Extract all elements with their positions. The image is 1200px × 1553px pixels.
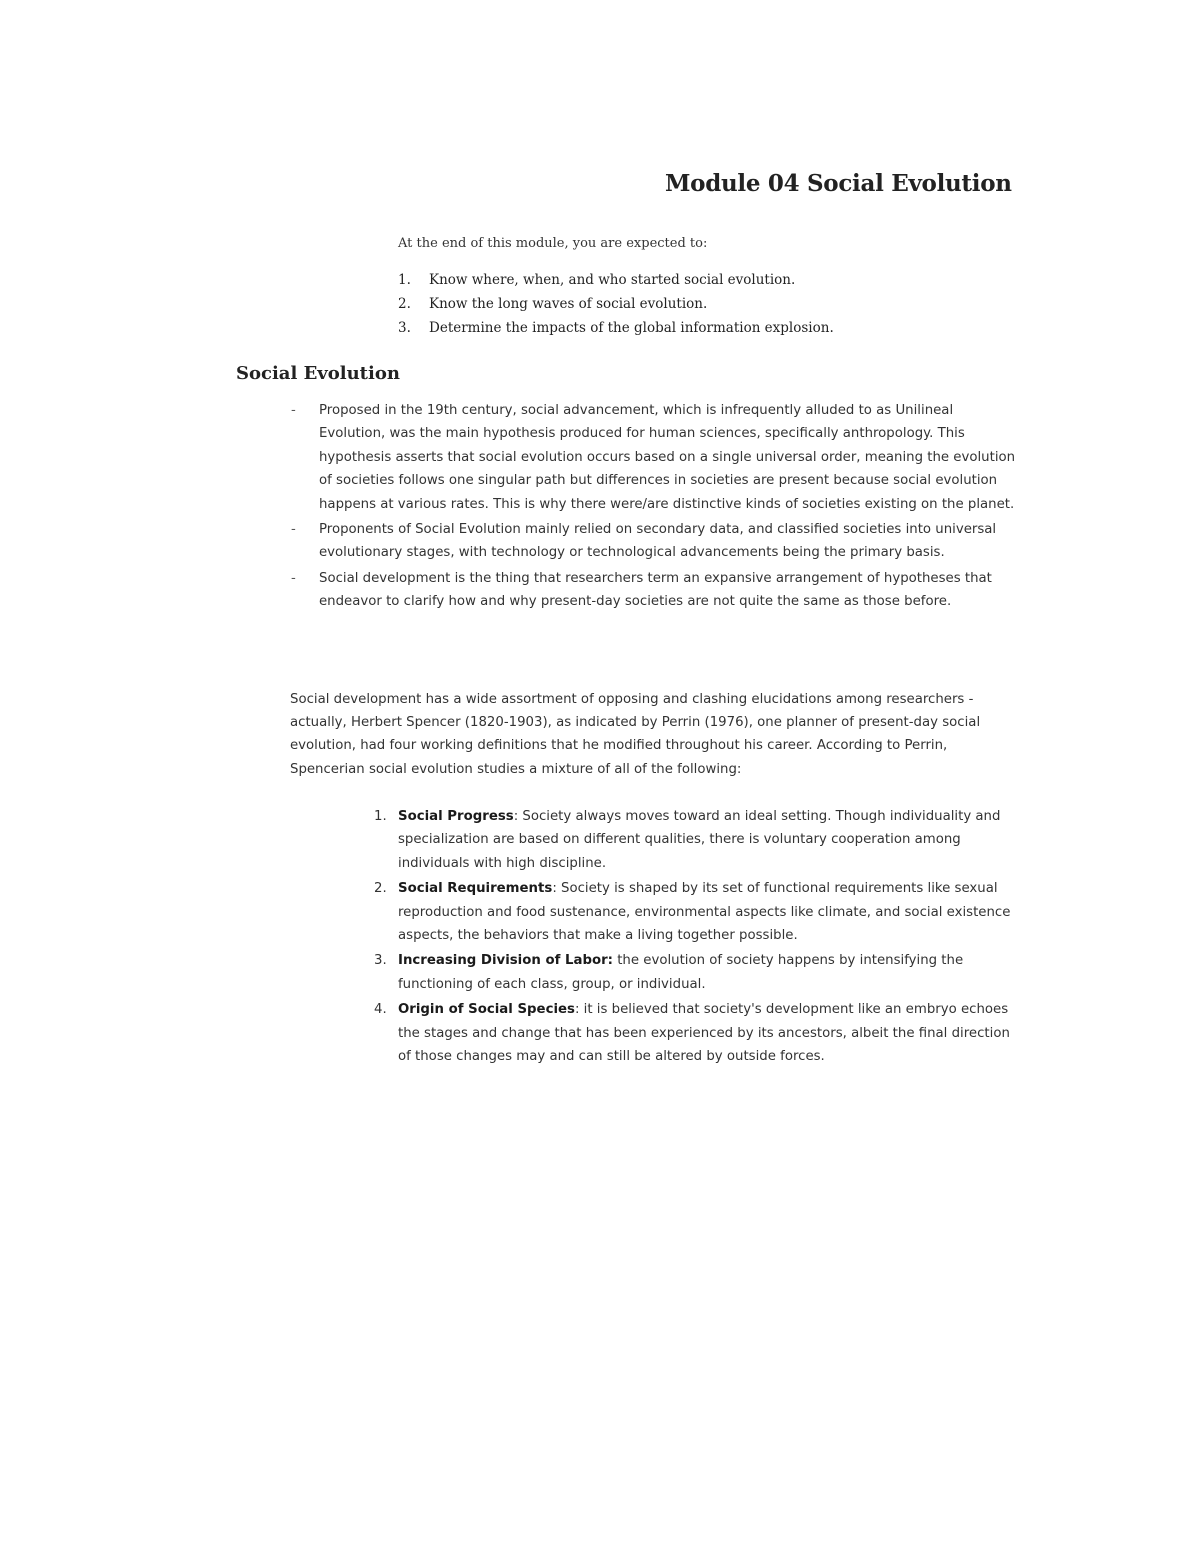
definition-number: 2. (374, 881, 387, 897)
bullet-text: Proposed in the 19th century, social advancement, which is infrequently alluded to as Unilineal Evolution, was the main hypothesis produced for human sciences, specifically anthropology. This hypothesis asserts that social evolution occurs based on a single universal order, meaning the evolution of societies follows one singular path but differences in societies are present because social evolution happens at various rates. This is why there were/are distinctive kinds of societies existing on the planet. (319, 403, 1016, 512)
definition-item (374, 877, 1014, 947)
objective-number: 3. (398, 320, 411, 336)
bullet-item (288, 518, 1018, 565)
objective-number: 2. (398, 296, 411, 312)
intro-text: At the end of this module, you are expected to: (398, 236, 708, 251)
definition-item (374, 998, 1014, 1068)
definition-text: it is believed that society's development like an embryo echoes the stages and change that has been experienced by its ancestors, albeit the final direction of those changes may and can still be altered by outside forces. (398, 1002, 1010, 1065)
objective-item (398, 316, 834, 340)
definition-term: Social Requirements (398, 881, 553, 897)
definition-term: Social Progress (398, 809, 514, 824)
definitions-list (374, 805, 1014, 1070)
objective-text: Determine the impacts of the global information explosion. (429, 320, 834, 336)
bullet-list (288, 399, 1018, 616)
objective-number: 1. (398, 272, 411, 288)
objective-item (398, 292, 834, 316)
objective-text: Know where, when, and who started social evolution. (429, 272, 796, 288)
objective-item (398, 268, 834, 292)
objective-text: Know the long waves of social evolution. (429, 296, 708, 312)
definition-number: 4. (374, 1002, 387, 1018)
definition-text: the evolution of society happens by intensifying the functioning of each class, group, or individual. (398, 953, 964, 992)
definition-separator: : (552, 881, 562, 897)
definition-item (374, 805, 1014, 875)
definition-separator: : (513, 809, 523, 824)
objectives-list (398, 268, 834, 340)
bullet-marker: - (291, 570, 296, 586)
definition-item (374, 949, 1014, 996)
definition-number: 3. (374, 953, 387, 969)
bullet-marker: - (291, 403, 296, 418)
section-heading: Social Evolution (236, 363, 400, 384)
definition-text: Society always moves toward an ideal setting. Though individuality and specialization are based on different qualities, there is voluntary cooperation among individuals with high discipline. (398, 809, 1001, 871)
page-title: Module 04 Social Evolution (665, 170, 1012, 197)
definition-text: Society is shaped by its set of functional requirements like sexual reproduction and food sustenance, environmental aspects like climate, and social existence aspects, the behaviors that make a living together possible. (398, 881, 1011, 944)
bullet-marker: - (291, 522, 296, 538)
bullet-text: Proponents of Social Evolution mainly relied on secondary data, and classified societies into universal evolutionary stages, with technology or technological advancements being the primary basis. (319, 522, 997, 561)
definition-term: Origin of Social Species (398, 1002, 575, 1018)
definition-separator: : (574, 1002, 584, 1018)
definition-term: Increasing Division of Labor: (398, 953, 613, 969)
definition-number: 1. (374, 809, 387, 824)
bullet-item (288, 567, 1018, 614)
bullet-text: Social development is the thing that researchers term an expansive arrangement of hypotheses that endeavor to clarify how and why present-day societies are not quite the same as those before. (319, 570, 992, 610)
body-paragraph: Social development has a wide assortment of opposing and clashing elucidations among researchers - actually, Herbert Spencer (1820-1903), as indicated by Perrin (1976), one planner of present-day social evolution, had four working definitions that he modified throughout his career. According to Perrin, Spencerian social evolution studies a mixture of all of the following: (290, 692, 981, 777)
bullet-item (288, 399, 1018, 516)
